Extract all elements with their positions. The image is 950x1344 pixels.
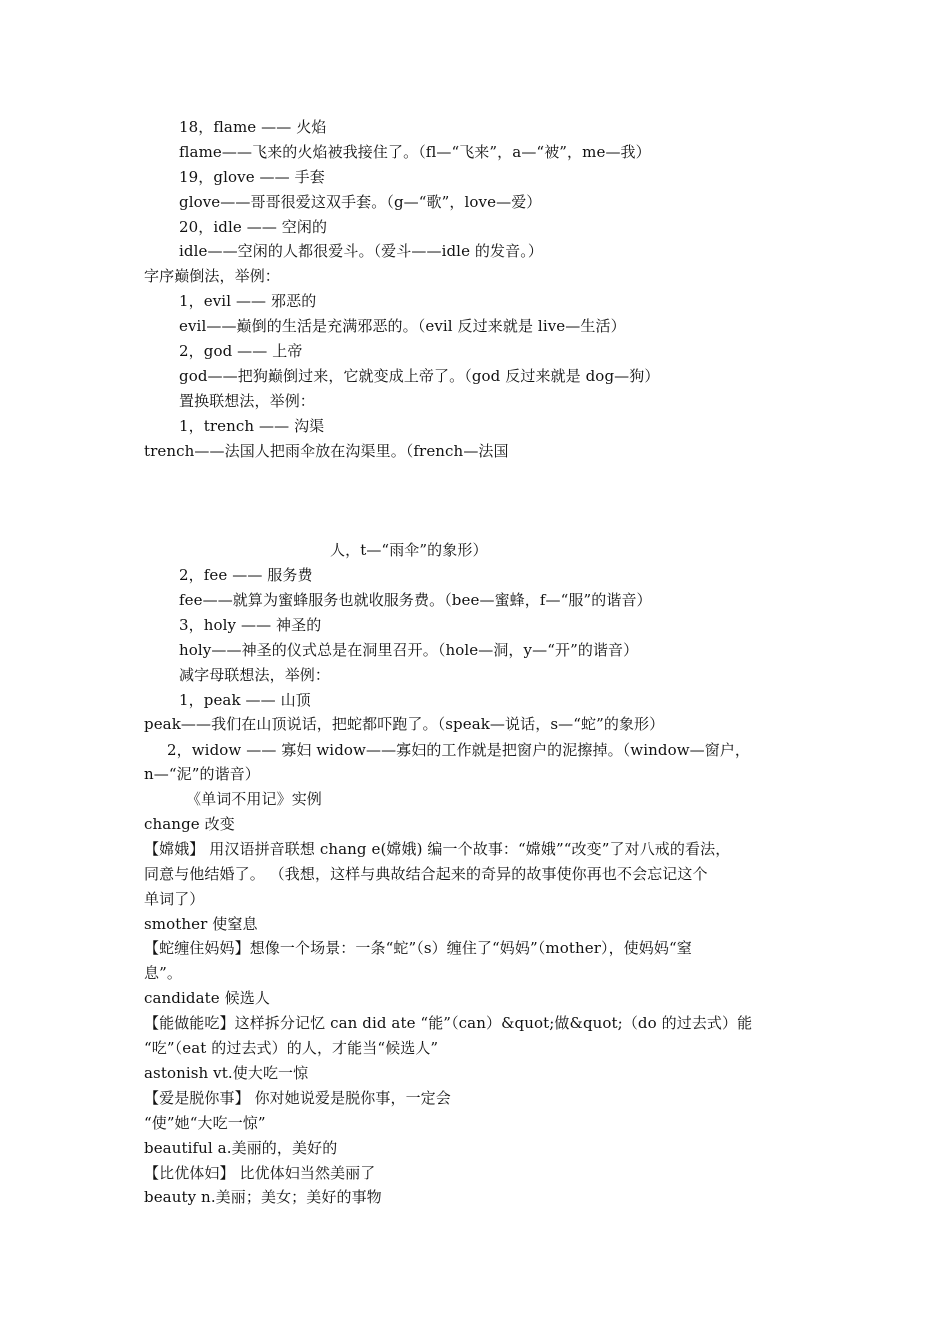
word-beauty: beauty n.美丽；美女；美好的事物	[144, 1188, 382, 1206]
entry-holy-heading: 3，holy —— 神圣的	[179, 616, 322, 634]
entry-trench-mnemonic-continued: 人，t—“雨伞”的象形）	[330, 541, 488, 559]
entry-flame-mnemonic: flame——飞来的火焰被我接住了。（fl—“飞来”，a—“被”，me—我）	[179, 143, 651, 161]
word-change: change 改变	[144, 815, 235, 833]
word-candidate-mnemonic-line2: “吃”（eat 的过去式）的人，才能当“候选人”	[144, 1039, 439, 1057]
word-astonish-mnemonic: 【爱是脱你事】 你对她说爱是脱你事，一定会	[144, 1089, 451, 1107]
section-heading-substitute: 置换联想法，举例：	[179, 392, 315, 410]
word-astonish: astonish vt.使大吃一惊	[144, 1064, 309, 1082]
entry-flame-heading: 18，flame —— 火焰	[179, 118, 327, 136]
word-beautiful: beautiful a.美丽的，美好的	[144, 1139, 338, 1157]
entry-god-mnemonic: god——把狗巅倒过来，它就变成上帝了。（god 反过来就是 dog—狗）	[179, 367, 660, 385]
word-astonish-mnemonic-line2: “使”她“大吃一惊”	[144, 1114, 266, 1132]
entry-peak-heading: 1，peak —— 山顶	[179, 691, 311, 709]
entry-holy-mnemonic: holy——神圣的仪式总是在洞里召开。（hole—洞，y—“开”的谐音）	[179, 641, 639, 659]
word-change-mnemonic: 【嫦娥】 用汉语拼音联想 chang e(嫦娥) 编一个故事：“嫦娥”“改变”了对八戒的看法，	[144, 840, 731, 858]
entry-peak-mnemonic: peak——我们在山顶说话，把蛇都吓跑了。（speak—说话，s—“蛇”的象形）	[144, 715, 665, 733]
entry-evil-heading: 1，evil —— 邪恶的	[179, 292, 317, 310]
entry-idle-mnemonic: idle——空闲的人都很爱斗。（爱斗——idle 的发音。）	[179, 242, 543, 260]
word-change-mnemonic-line2: 同意与他结婚了。 （我想，这样与典故结合起来的奇异的故事使你再也不会忘记这个	[144, 865, 708, 883]
entry-trench-mnemonic: trench——法国人把雨伞放在沟渠里。（french—法国	[144, 442, 509, 460]
entry-widow: 2，widow —— 寡妇 widow——寡妇的工作就是把窗户的泥擦掉。（window—窗户，	[167, 741, 751, 759]
section-heading-reverse: 字序巅倒法，举例：	[144, 267, 280, 285]
entry-glove-heading: 19，glove —— 手套	[179, 168, 325, 186]
entry-glove-mnemonic: glove——哥哥很爱这双手套。（g—“歌”，love—爱）	[179, 193, 542, 211]
word-candidate-mnemonic: 【能做能吃】这样拆分记忆 can did ate “能”（can）&quot;做&quot;（do 的过去式）能	[144, 1014, 753, 1032]
section-heading-subtract: 减字母联想法，举例：	[179, 666, 331, 684]
entry-idle-heading: 20，idle —— 空闲的	[179, 218, 328, 236]
word-change-mnemonic-line3: 单词了）	[144, 890, 205, 908]
entry-evil-mnemonic: evil——巅倒的生活是充满邪恶的。（evil 反过来就是 live—生活）	[179, 317, 626, 335]
entry-widow-continued: n—“泥”的谐音）	[144, 765, 260, 783]
entry-god-heading: 2，god —— 上帝	[179, 342, 303, 360]
word-candidate: candidate 候选人	[144, 989, 270, 1007]
entry-fee-mnemonic: fee——就算为蜜蜂服务也就收服务费。（bee—蜜蜂，f—“服”的谐音）	[179, 591, 652, 609]
word-smother: smother 使窒息	[144, 915, 258, 933]
section-heading-examples: 《单词不用记》实例	[186, 790, 322, 808]
word-smother-mnemonic-line2: 息”。	[144, 964, 182, 982]
word-smother-mnemonic: 【蛇缠住妈妈】想像一个场景：一条“蛇”（s）缠住了“妈妈”（mother），使妈妈“窒	[144, 939, 692, 957]
entry-trench-heading: 1，trench —— 沟渠	[179, 417, 325, 435]
entry-fee-heading: 2，fee —— 服务费	[179, 566, 313, 584]
word-beautiful-mnemonic: 【比优体妇】 比优体妇当然美丽了	[144, 1164, 376, 1182]
